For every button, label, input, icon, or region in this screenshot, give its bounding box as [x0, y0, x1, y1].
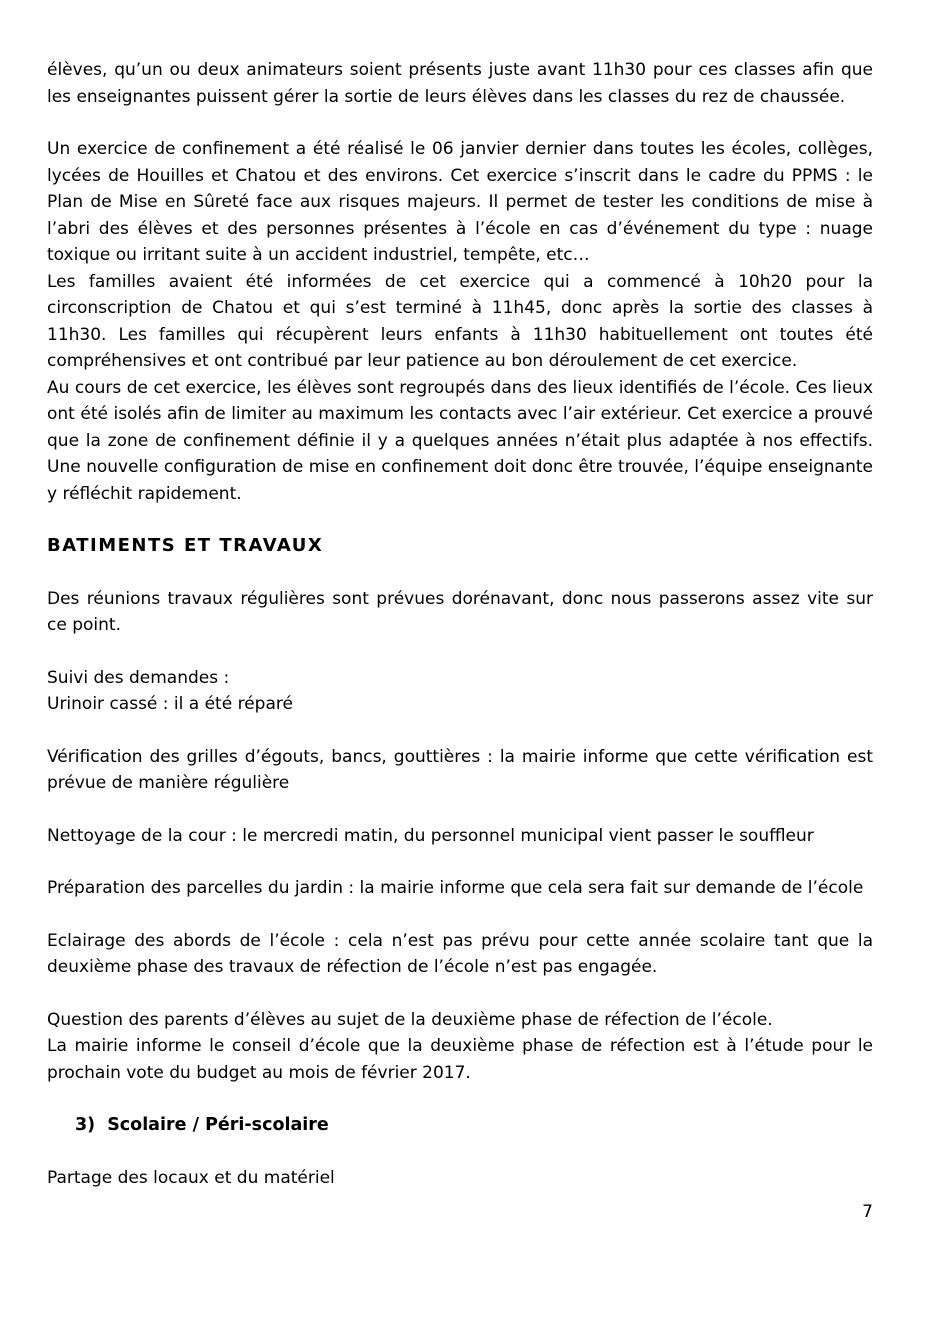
paragraph-eclairage-abords: Eclairage des abords de l’école : cela n’est pas prévu pour cette année scolaire tant que la deuxième phase des travaux de réfection de l’école n’est pas engagée.	[47, 930, 873, 977]
block-suivi-demandes	[47, 665, 873, 718]
heading-number: 3)	[75, 1115, 96, 1135]
block-question-refection	[47, 1007, 873, 1087]
page-number: 7	[862, 1202, 873, 1222]
heading-label: Scolaire / Péri-scolaire	[107, 1115, 329, 1135]
line-question-parents: Question des parents d’élèves au sujet de la deuxième phase de réfection de l’école.	[47, 1009, 773, 1030]
section-heading-scolaire-periscolaire	[47, 1112, 873, 1139]
paragraph-intro-continuation: élèves, qu’un ou deux animateurs soient présents juste avant 11h30 pour ces classes afin que les enseignantes puissent gérer la sortie de leurs élèves dans les classes du rez de chaussée.	[47, 60, 873, 107]
paragraph-mairie-reponse: La mairie informe le conseil d’école que la deuxième phase de réfection est à l’étude pour le prochain vote du budget au mois de février 2017.	[47, 1036, 873, 1083]
line-suivi-demandes: Suivi des demandes :	[47, 667, 230, 688]
paragraph-ppms-conclusion: Au cours de cet exercice, les élèves sont regroupés dans des lieux identifiés de l’école. Ces lieux ont été isolés afin de limiter au maximum les contacts avec l’air extérieur. Cet exercice a prouvé que la zone de confinement définie il y a quelques années n’était plus adaptée à nos effectifs. Une nouvelle configuration de mise en confinement doit donc être trouvée, l’équipe enseignante y réfléchit rapidement.	[47, 377, 873, 504]
paragraph-reunions-travaux: Des réunions travaux régulières sont prévues dorénavant, donc nous passerons assez vite sur ce point.	[47, 588, 873, 635]
paragraph-ppms-exercise: Un exercice de confinement a été réalisé le 06 janvier dernier dans toutes les écoles, collèges, lycées de Houilles et Chatou et des environs. Cet exercice s’inscrit dans le cadre du PPMS : le Plan de Mise en Sûreté face aux risques majeurs. Il permet de tester les conditions de mise à l’abri des élèves et des personnes présentes à l’école en cas d’événement du type : nuage toxique ou irritant suite à un accident industriel, tempête, etc…	[47, 139, 873, 265]
section-heading-batiments-travaux: BATIMENTS ET TRAVAUX	[47, 535, 324, 556]
paragraph-partage-locaux: Partage des locaux et du matériel	[47, 1167, 335, 1188]
paragraph-nettoyage-cour: Nettoyage de la cour : le mercredi matin, du personnel municipal vient passer le souffleur	[47, 825, 814, 846]
paragraph-preparation-jardin: Préparation des parcelles du jardin : la mairie informe que cela sera fait sur demande de l’école	[47, 878, 864, 898]
paragraph-verification-grilles: Vérification des grilles d’égouts, bancs, gouttières : la mairie informe que cette vérification est prévue de manière régulière	[47, 746, 873, 793]
paragraph-ppms-families: Les familles avaient été informées de cet exercice qui a commencé à 10h20 pour la circonscription de Chatou et qui s’est terminé à 11h45, donc après la sortie des classes à 11h30. Les familles qui récupèrent leurs enfants à 11h30 habituellement ont toutes été compréhensives et ont contribué par leur patience au bon déroulement de cet exercice.	[47, 271, 873, 371]
line-urinoir: Urinoir cassé : il a été réparé	[47, 694, 293, 714]
